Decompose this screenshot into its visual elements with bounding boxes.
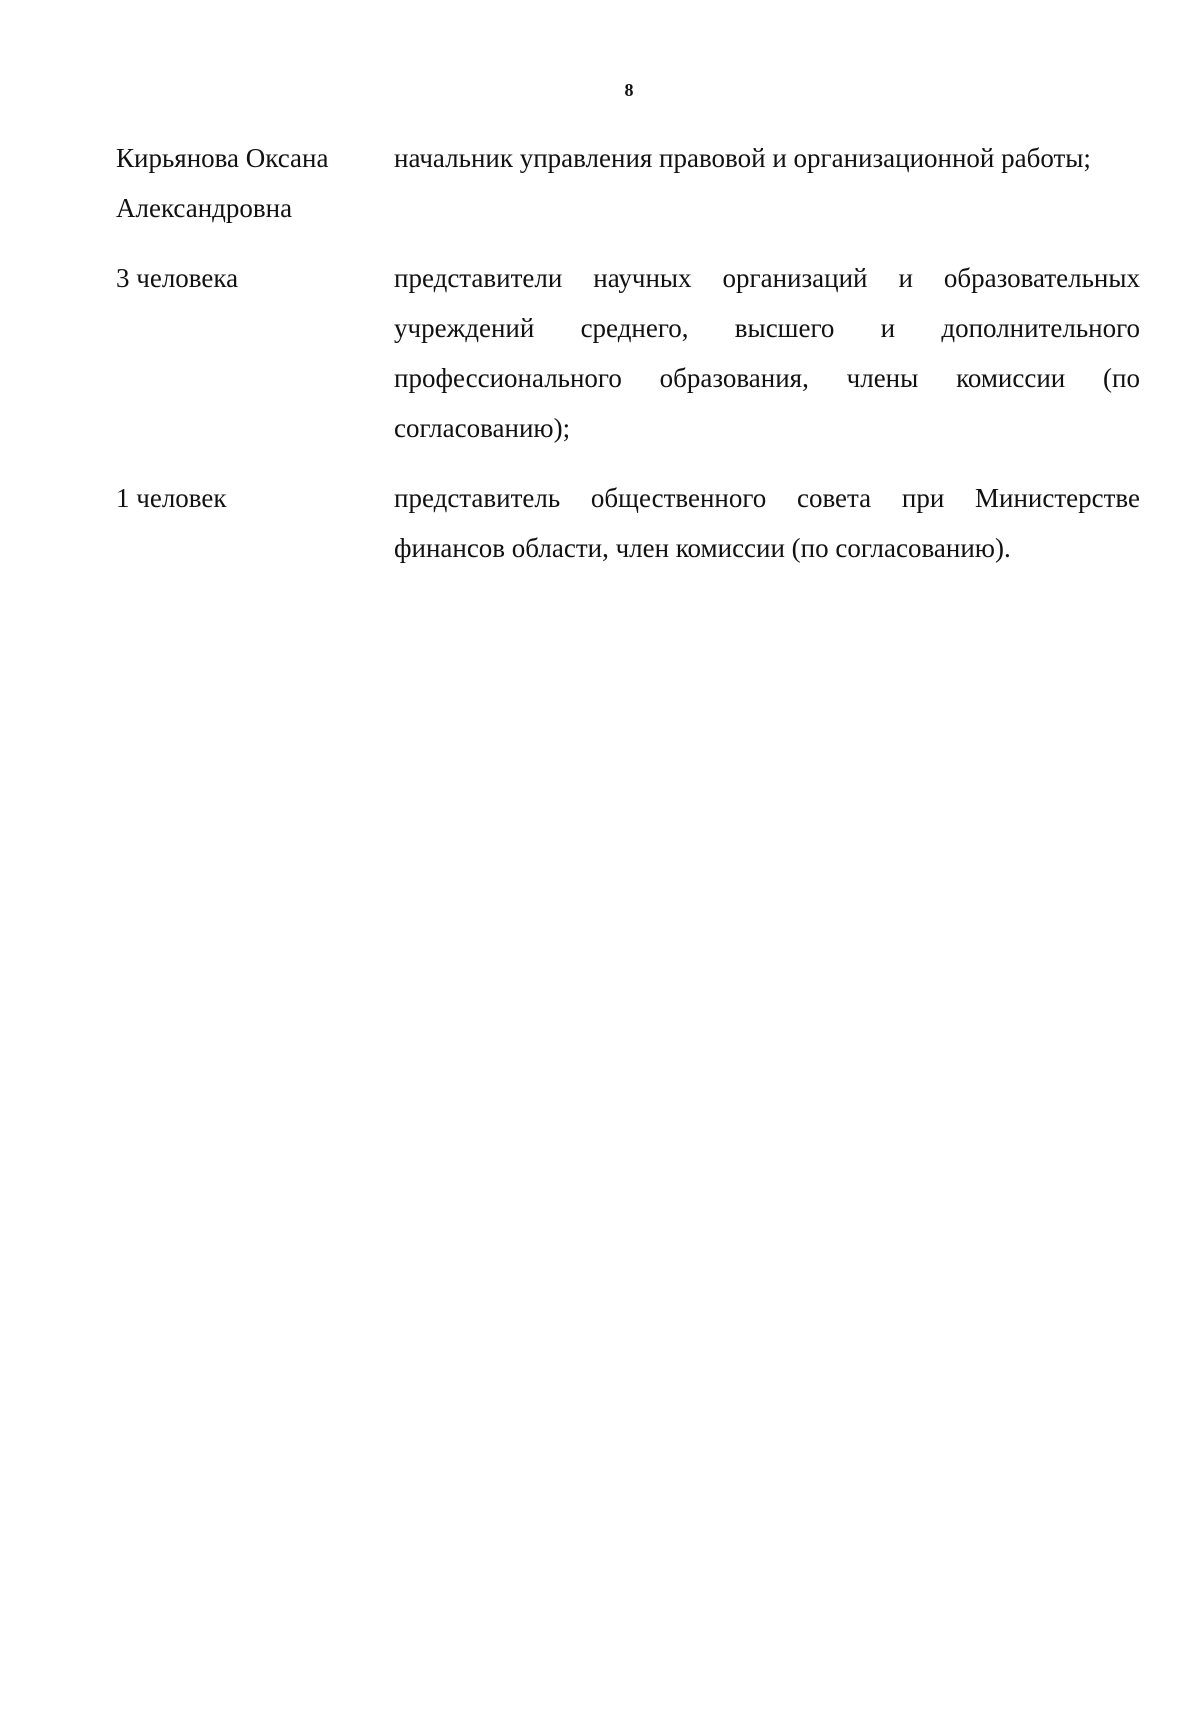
member-row (116, 473, 1140, 573)
page-number: 8 (624, 80, 634, 100)
member-row (116, 253, 1140, 453)
member-name: 3 человека (116, 263, 239, 293)
member-role: представитель общественного совета при Министерстве финансов области, член комиссии (по согласованию). (394, 483, 1140, 563)
member-role: представители научных организаций и образовательных учреждений среднего, высшего и дополнительного профессионального образования, члены комиссии (по согласованию); (394, 263, 1140, 443)
member-name: 1 человек (116, 483, 227, 513)
commission-members-list (116, 133, 1140, 593)
member-row (116, 133, 1140, 233)
member-name: Кирьянова Оксана Александровна (116, 143, 329, 223)
member-role: начальник управления правовой и организационной работы; (394, 143, 1091, 173)
